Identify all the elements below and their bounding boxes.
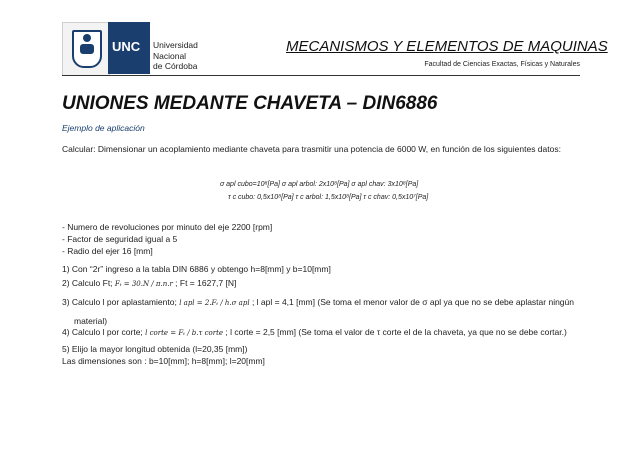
step-2	[62, 278, 582, 290]
step-3-result: ; l apl = 4,1 [mm] (Se toma el menor valor de σ apl ya que no se debe aplastar ningún	[251, 297, 574, 307]
data-item-radius: - Radio del ejer 16 [mm]	[62, 246, 153, 256]
step-2-text: 2) Calculo Ft;	[62, 278, 113, 288]
shield-icon	[72, 30, 102, 68]
step-3-formula: l apl = 2.Fₜ / h.σ apl	[179, 299, 250, 307]
step-3	[62, 297, 582, 309]
data-item-safety-factor: - Factor de seguridad igual a 5	[62, 234, 178, 244]
formula-line-tau: τ c cubo: 0,5x10⁸[Pa] τ c arbol: 1,5x10⁸[Pa] τ c chav: 0,5x10⁷[Pa]	[228, 194, 429, 201]
step-2-result: ; Ft = 1627,7 [N]	[175, 278, 237, 288]
header-subtitle: Facultad de Ciencias Exactas, Físicas y Naturales	[424, 61, 580, 68]
main-title: UNIONES MEDANTE CHAVETA – DIN6886	[62, 93, 438, 114]
step-2-formula: Fₜ = 30.N / π.n.r	[114, 280, 173, 288]
header-title: MECANISMOS Y ELEMENTOS DE MAQUINAS	[286, 38, 608, 55]
unc-logo-text: UNC	[112, 39, 141, 54]
step-1: 1) Con “2r” ingreso a la tabla DIN 6886 y obtengo h=8[mm] y b=10[mm]	[62, 264, 331, 274]
step-3-continuation: material)	[74, 316, 108, 326]
step-5: 5) Elijo la mayor longitud obtenida (l=20,35 [mm])	[62, 344, 248, 354]
step-4-result: ; l corte = 2,5 [mm] (Se toma el valor de τ corte el de la chaveta, ya que no se debe cortar.)	[225, 327, 567, 337]
final-dimensions: Las dimensiones son : b=10[mm]; h=8[mm]; l=20[mm]	[62, 356, 265, 366]
intro-paragraph: Calcular: Dimensionar un acoplamiento mediante chaveta para trasmitir una potencia de 6000 W, en función de los siguientes datos:	[62, 144, 561, 154]
step-4	[62, 327, 582, 339]
header-rule	[62, 75, 580, 76]
data-item-rpm: - Numero de revoluciones por minuto del eje 2200 [rpm]	[62, 222, 273, 232]
step-4-text: 4) Calculo l por corte;	[62, 327, 143, 337]
step-4-formula: l corte = Fₜ / b.τ corte	[145, 329, 224, 337]
section-title: Ejemplo de aplicación	[62, 123, 145, 133]
university-name: Universidad Nacional de Córdoba	[153, 40, 198, 71]
formula-line-sigma: σ apl cubo=10⁸[Pa] σ apl arbol: 2x10⁸[Pa] σ apl chav: 3x10⁸[Pa]	[220, 181, 419, 188]
university-seal-logo	[62, 22, 110, 76]
step-3-text: 3) Calculo l por aplastamiento;	[62, 297, 177, 307]
